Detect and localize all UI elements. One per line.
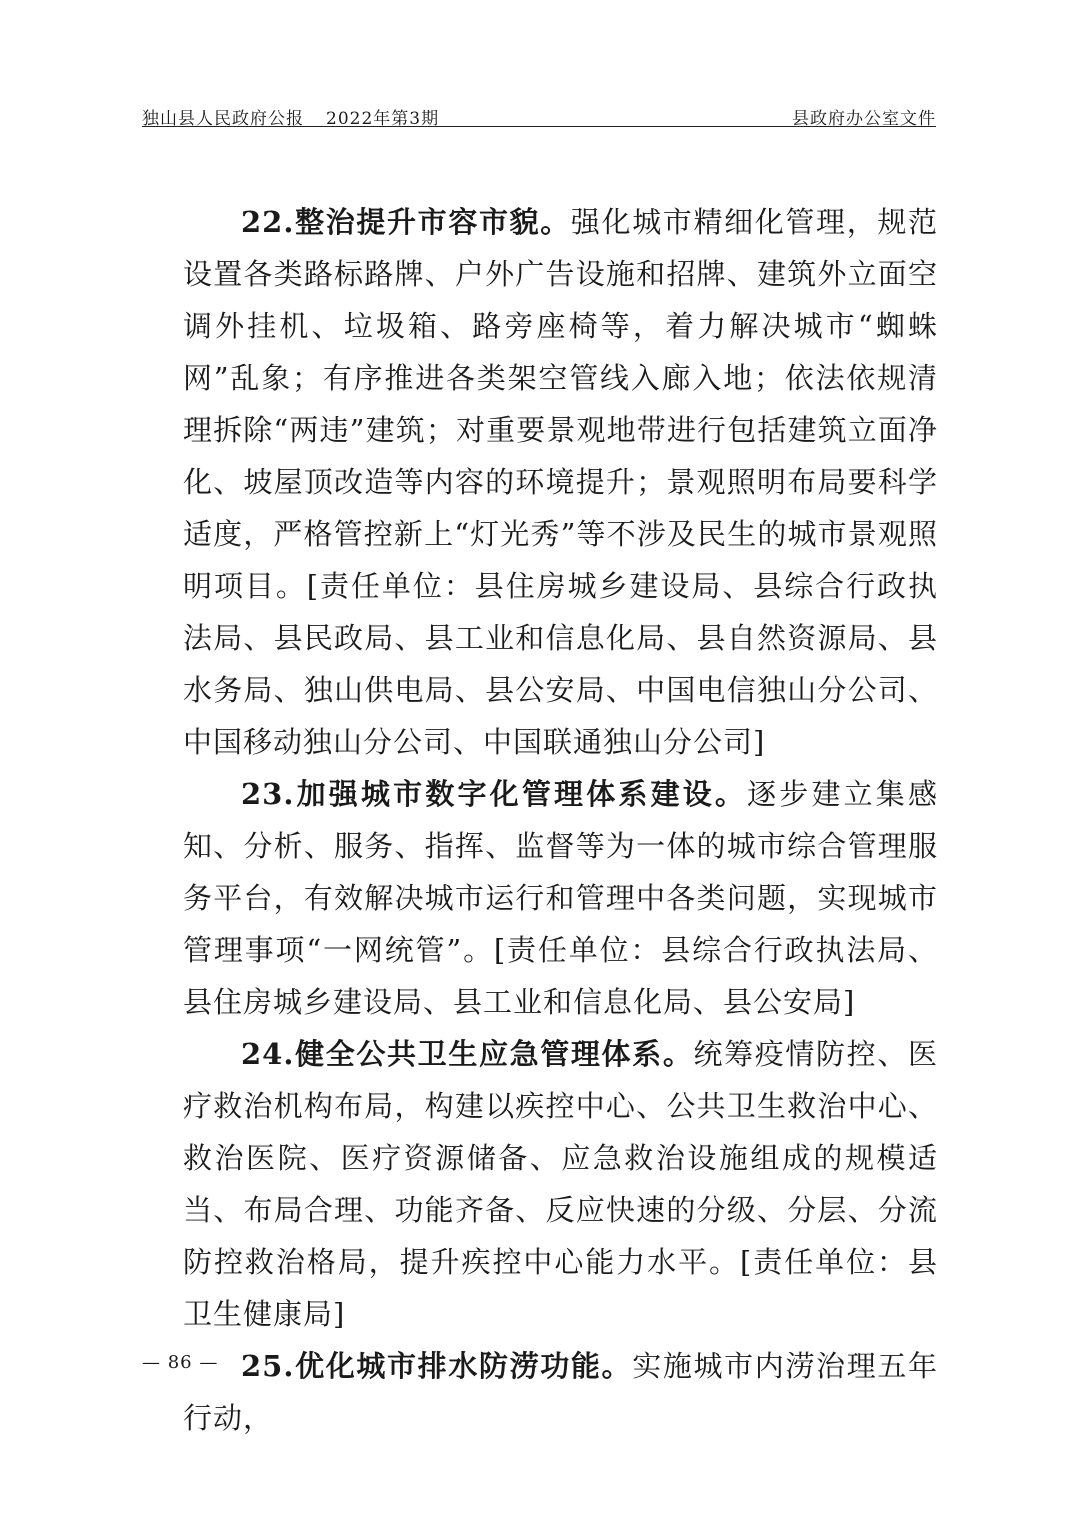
paragraph-heading: 22.整治提升市容市貌。 [241, 205, 571, 239]
paragraph-text: 实施城市内涝治理五年行动， [183, 1349, 938, 1435]
section-title: 县政府办公室文件 [792, 109, 936, 129]
paragraph-text: 统筹疫情防控、医疗救治机构布局，构建以疾控中心、公共卫生救治中心、救治医院、医疗资源储备、应急救治设施组成的规模适当、布局合理、功能齐备、反应快速的分级、分层、分流防控救治格局，提升疾控中心能力水平。[责任单位：县卫生健康局] [183, 1037, 938, 1331]
header-left [142, 104, 439, 129]
paragraph-text: 强化城市精细化管理，规范设置各类路标路牌、户外广告设施和招牌、建筑外立面空调外挂机、垃圾箱、路旁座椅等，着力解决城市“蜘蛛网”乱象；有序推进各类架空管线入廊入地；依法依规清理拆除“两违”建筑；对重要景观地带进行包括建筑立面净化、坡屋顶改造等内容的环境提升；景观照明布局要科学适度，严格管控新上“灯光秀”等不涉及民生的城市景观照明项目。[责任单位：县住房城乡建设局、县综合行政执法局、县民政局、县工业和信息化局、县自然资源局、县水务局、独山供电局、县公安局、中国电信独山分公司、中国移动独山分公司、中国联通独山分公司] [183, 205, 938, 759]
page-header [142, 100, 936, 127]
document-body [183, 196, 938, 1444]
paragraph-heading: 24.健全公共卫生应急管理体系。 [241, 1037, 694, 1071]
paragraph-heading: 25.优化城市排水防涝功能。 [241, 1349, 633, 1383]
page-number: — 86 — [142, 1352, 219, 1373]
paragraph-heading: 23.加强城市数字化管理体系建设。 [241, 777, 748, 811]
paragraph-24 [183, 1028, 938, 1340]
publication-title: 独山县人民政府公报 [142, 109, 304, 129]
paragraph-22 [183, 196, 938, 768]
paragraph-text: 逐步建立集感知、分析、服务、指挥、监督等为一体的城市综合管理服务平台，有效解决城市运行和管理中各类问题，实现城市管理事项“一网统管”。[责任单位：县综合行政执法局、县住房城乡建设局、县工业和信息化局、县公安局] [183, 777, 938, 1019]
issue-number: 2022年第3期 [326, 109, 440, 129]
paragraph-25 [183, 1340, 938, 1444]
paragraph-23 [183, 768, 938, 1028]
